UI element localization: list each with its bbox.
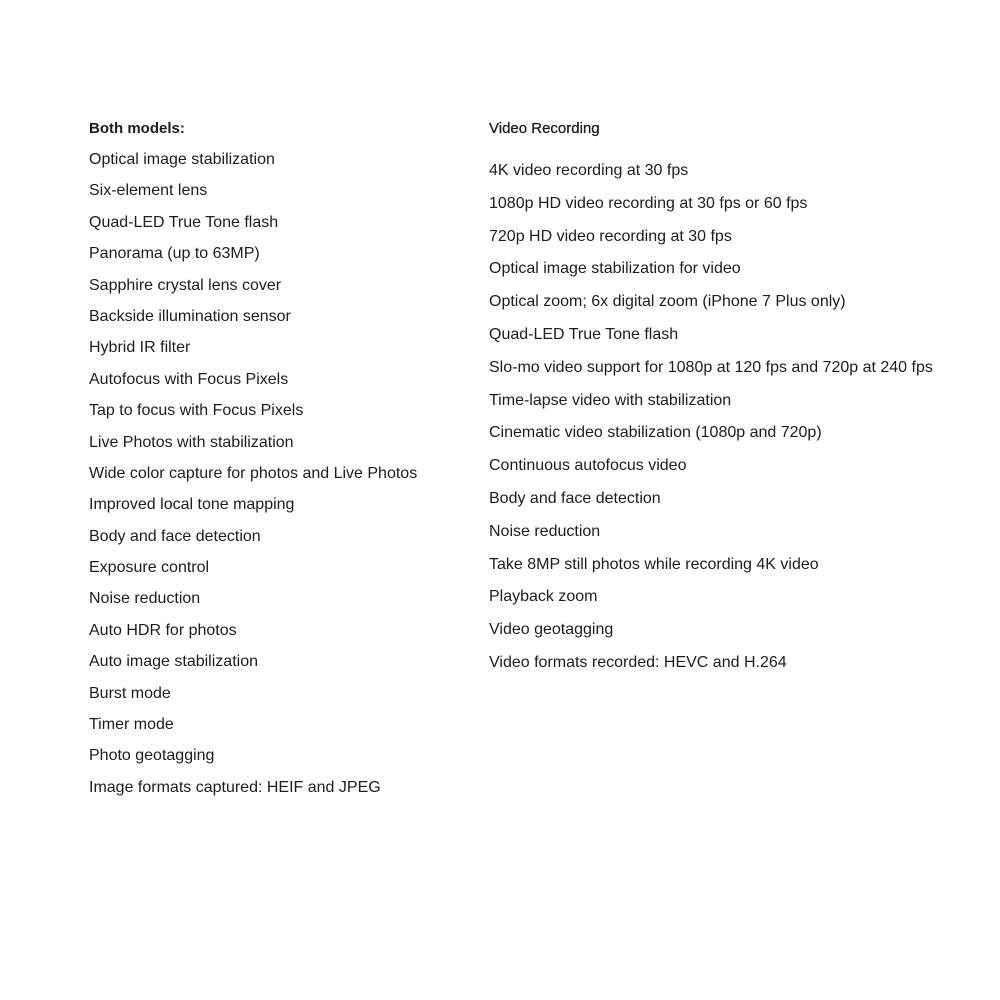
list-item: Optical image stabilization for video — [489, 260, 741, 278]
camera-features-heading: Both models: — [89, 120, 185, 137]
list-item: Sapphire crystal lens cover — [89, 276, 282, 294]
list-item: Improved local tone mapping — [89, 496, 295, 514]
list-item: Panorama (up to 63MP) — [89, 245, 260, 263]
list-item: Body and face detection — [489, 489, 661, 507]
list-item: Noise reduction — [489, 522, 601, 540]
list-item: 720p HD video recording at 30 fps — [489, 227, 732, 245]
list-item: Timer mode — [89, 716, 174, 734]
camera-features-list — [89, 150, 417, 809]
list-item: Burst mode — [89, 684, 171, 702]
list-item: Auto HDR for photos — [89, 621, 237, 639]
list-item: Quad-LED True Tone flash — [89, 213, 279, 231]
list-item: Hybrid IR filter — [89, 339, 191, 357]
list-item: Quad-LED True Tone flash — [489, 325, 679, 343]
list-item: Autofocus with Focus Pixels — [89, 370, 289, 388]
list-item: Continuous autofocus video — [489, 457, 687, 475]
list-item: Wide color capture for photos and Live Photos — [89, 464, 418, 482]
list-item: Time-lapse video with stabilization — [489, 391, 732, 409]
list-item: Exposure control — [89, 559, 210, 577]
list-item: Cinematic video stabilization (1080p and 720p) — [489, 424, 822, 442]
list-item: Image formats captured: HEIF and JPEG — [89, 778, 381, 796]
list-item: Optical zoom; 6x digital zoom (iPhone 7 Plus only) — [489, 293, 846, 311]
list-item: Backside illumination sensor — [89, 307, 291, 325]
list-item: Auto image stabilization — [89, 653, 258, 671]
list-item: Take 8MP still photos while recording 4K video — [489, 555, 819, 573]
list-item: Body and face detection — [89, 527, 261, 545]
list-item: Tap to focus with Focus Pixels — [89, 402, 304, 420]
video-recording-heading: Video Recording — [489, 120, 600, 137]
list-item: Noise reduction — [89, 590, 201, 608]
list-item: Optical image stabilization — [89, 151, 275, 168]
video-recording-list — [489, 161, 933, 686]
list-item: Photo geotagging — [89, 747, 215, 765]
list-item: Slo-mo video support for 1080p at 120 fps and 720p at 240 fps — [489, 358, 933, 376]
list-item: Playback zoom — [489, 588, 598, 606]
list-item: 4K video recording at 30 fps — [489, 162, 689, 179]
list-item: Video formats recorded: HEVC and H.264 — [489, 653, 787, 671]
list-item: Video geotagging — [489, 621, 614, 639]
list-item: 1080p HD video recording at 30 fps or 60 fps — [489, 194, 808, 212]
list-item: Live Photos with stabilization — [89, 433, 294, 451]
list-item: Six-element lens — [89, 182, 208, 200]
